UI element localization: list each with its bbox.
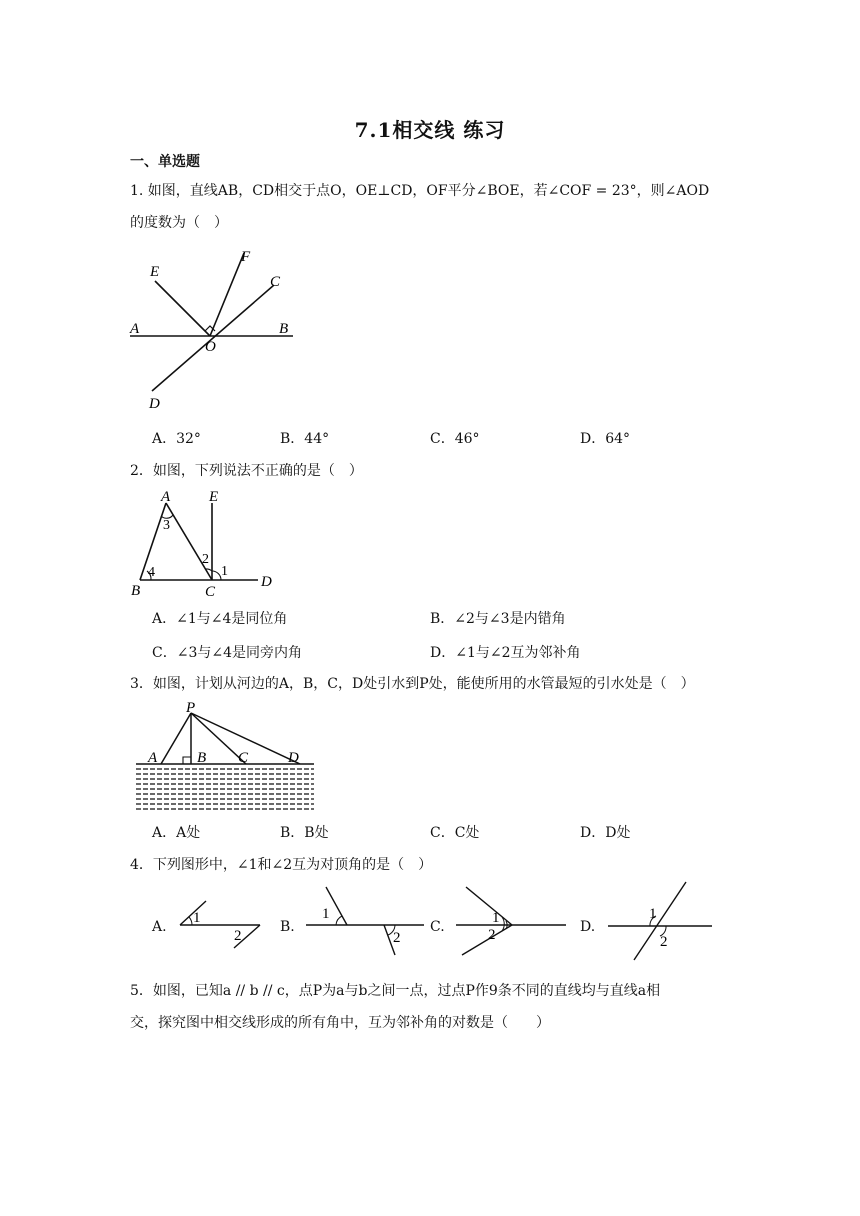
q2-text: 2．如图，下列说法不正确的是（ ） (130, 463, 363, 479)
q1-option-a: A．32° (152, 431, 201, 447)
q4-text: 4．下列图形中，∠1和∠2互为对顶角的是（ ） (130, 857, 433, 873)
q2-angle-2: 2 (202, 552, 209, 567)
q3-option-a: A．A处 (152, 825, 201, 841)
q3-figure (130, 700, 320, 815)
q1-label-E: E (150, 264, 160, 280)
q1-label-F: F (241, 249, 251, 265)
q2-angle-1: 1 (221, 564, 228, 579)
q1-label-B: B (279, 321, 289, 337)
q4a-angle-2: 2 (234, 928, 242, 944)
q2-angle-3: 3 (163, 518, 170, 533)
q3-option-c: C．C处 (430, 825, 480, 841)
q1-option-d: D．64° (580, 431, 631, 447)
q1-label-O: O (205, 339, 216, 355)
q1-option-c: C．46° (430, 431, 480, 447)
q2-figure (125, 485, 285, 600)
q4b-angle-2: 2 (393, 930, 401, 946)
q2-label-B: B (131, 583, 141, 599)
q1-label-D: D (149, 396, 160, 412)
q3-label-A: A (148, 750, 158, 766)
q2-label-A: A (161, 489, 171, 505)
q4c-angle-2: 2 (488, 927, 496, 943)
q1-text-line1: 1. 如图，直线AB，CD相交于点O，OE⊥CD，OF平分∠BOE，若∠COF = 23°，则∠AOD (130, 183, 710, 199)
q4a-angle-1: 1 (193, 910, 201, 926)
q2-option-a: A．∠1与∠4是同位角 (152, 611, 288, 627)
q3-label-D: D (288, 750, 299, 766)
q4d-angle-1: 1 (649, 906, 657, 922)
q5-text-line1: 5．如图，已知a // b // c，点P为a与b之间一点，过点P作9条不同的直线均与直线a相 (130, 983, 661, 999)
q4-figure-c (450, 883, 570, 959)
q4-option-c-letter: C. (430, 919, 445, 935)
q3-label-C: C (238, 750, 249, 766)
q2-label-D: D (261, 574, 272, 590)
section-heading: 一、单选题 (130, 154, 200, 170)
q5-text-line2: 交，探究图中相交线形成的所有角中，互为邻补角的对数是（ ） (130, 1015, 550, 1031)
q1-text-line2: 的度数为（ ） (130, 215, 228, 231)
q4b-angle-1: 1 (322, 906, 330, 922)
q4-figure-a (172, 893, 272, 953)
q2-label-C: C (205, 584, 216, 600)
q2-option-c: C．∠3与∠4是同旁内角 (152, 645, 302, 661)
page-title: 7.1相交线 练习 (354, 118, 506, 142)
q4c-angle-1: 1 (492, 910, 500, 926)
q2-label-E: E (209, 489, 219, 505)
q4d-angle-2: 2 (660, 934, 668, 950)
q2-angle-4: 4 (148, 565, 155, 580)
q4-option-a-letter: A. (152, 919, 167, 935)
q1-option-b: B．44° (280, 431, 330, 447)
q3-label-B: B (197, 750, 207, 766)
q4-figure-b (300, 885, 430, 957)
q4-option-d-letter: D. (580, 919, 596, 935)
q1-label-C: C (270, 274, 281, 290)
q2-option-b: B．∠2与∠3是内错角 (430, 611, 566, 627)
q1-figure (125, 245, 305, 413)
q3-option-b: B．B处 (280, 825, 329, 841)
q3-option-d: D．D处 (580, 825, 631, 841)
q2-option-d: D．∠1与∠2互为邻补角 (430, 645, 581, 661)
q4-option-b-letter: B. (280, 919, 295, 935)
q3-text: 3．如图，计划从河边的A，B，C，D处引水到P处，能使所用的水管最短的引水处是（ ） (130, 676, 695, 692)
q1-label-A: A (130, 321, 140, 337)
q3-label-P: P (186, 700, 196, 716)
q4-figure-d (600, 880, 720, 962)
